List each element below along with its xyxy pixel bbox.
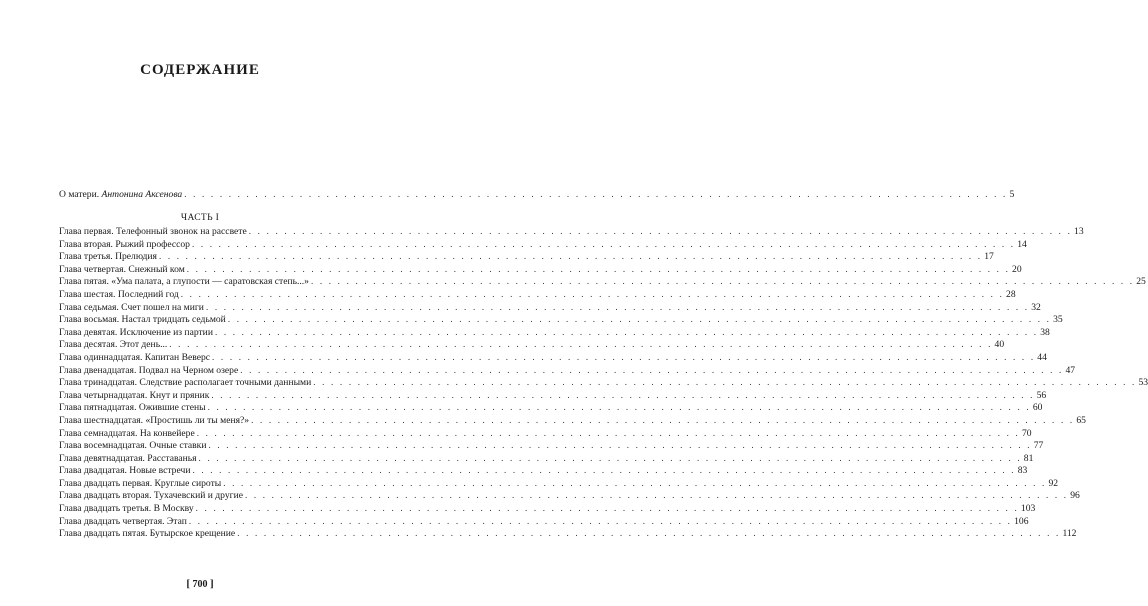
folio-bracket-right: ]: [210, 578, 214, 590]
dot-leader: . . . . . . . . . . . . . . . . . . . . . . . . . . . . . . . . . . . . . . . . . . . . . . . . . . . . . . . . . . . . . . . . . . . . . . . . . . . . . . . . . . . . . . . . . . . . .: [310, 276, 1135, 287]
chapter-title: Глава девятая. Исключение из партии: [59, 326, 213, 338]
chapter-title: Глава десятая. Этот день...: [59, 339, 168, 351]
toc-row[interactable]: [59, 301, 1041, 314]
dot-leader: . . . . . . . . . . . . . . . . . . . . . . . . . . . . . . . . . . . . . . . . . . . . . . . . . . . . . . . . . . . . . . . . . . . . . . . . . . . . . . . . . . . . . . . . . . . . .: [237, 528, 1061, 539]
dot-leader: . . . . . . . . . . . . . . . . . . . . . . . . . . . . . . . . . . . . . . . . . . . . . . . . . . . . . . . . . . . . . . . . . . . . . . . . . . . . . . . . . . . . . . . . . . . . .: [240, 364, 1064, 375]
toc-row[interactable]: [59, 489, 1080, 502]
preface-entry[interactable]: [59, 188, 1015, 201]
dot-leader: . . . . . . . . . . . . . . . . . . . . . . . . . . . . . . . . . . . . . . . . . . . . . . . . . . . . . . . . . . . . . . . . . . . . . . . . . . . . . . . . . . . . . . . . . . . . .: [313, 377, 1137, 388]
page-number: 13: [1074, 226, 1084, 237]
dot-leader: . . . . . . . . . . . . . . . . . . . . . . . . . . . . . . . . . . . . . . . . . . . . . . . . . . . . . . . . . . . . . . . . . . . . . . . . . . . . . . . . . . . . . . . . . . . . .: [169, 339, 993, 350]
dot-leader: . . . . . . . . . . . . . . . . . . . . . . . . . . . . . . . . . . . . . . . . . . . . . . . . . . . . . . . . . . . . . . . . . . . . . . . . . . . . . . . . . . . . . . . . . . . . .: [180, 288, 1005, 299]
chapter-title: Глава двадцать четвертая. Этап: [59, 515, 187, 527]
chapter-title: Глава девятнадцатая. Расставанья: [59, 452, 197, 464]
chapter-title: Глава двадцать третья. В Москву: [59, 503, 194, 515]
page-number: 96: [1070, 490, 1080, 502]
page-number: 92: [1048, 477, 1059, 489]
chapter-title: Глава вторая. Рыжий профессор: [59, 238, 190, 250]
chapter-title: Глава первая. Телефонный звонок на рассвете: [59, 226, 247, 237]
dot-leader: . . . . . . . . . . . . . . . . . . . . . . . . . . . . . . . . . . . . . . . . . . . . . . . . . . . . . . . . . . . . . . . . . . . . . . . . . . . . . . . . . . . . . . . . . . . . .: [188, 515, 1013, 526]
dot-leader: . . . . . . . . . . . . . . . . . . . . . . . . . . . . . . . . . . . . . . . . . . . . . . . . . . . . . . . . . . . . . . . . . . . . . . . . . . . . . . . . . . . . . . . . . . . . .: [195, 503, 1019, 514]
toc-row[interactable]: [59, 338, 1005, 351]
toc-row[interactable]: [59, 351, 1047, 364]
dot-leader: . . . . . . . . . . . . . . . . . . . . . . . . . . . . . . . . . . . . . . . . . . . . . . . . . . . . . . . . . . . . . . . . . . . . . . . . . . . . . . . . . . . . . . . . . . . . .: [208, 440, 1032, 451]
page-number: 17: [984, 251, 994, 263]
toc-row[interactable]: [59, 427, 1032, 440]
chapter-title: Глава восемнадцатая. Очные ставки: [59, 440, 207, 452]
page-number: 25: [1136, 276, 1146, 288]
chapter-title: Глава одиннадцатая. Капитан Веверс: [59, 351, 211, 363]
part-heading: ЧАСТЬ I: [180, 212, 220, 223]
dot-leader: . . . . . . . . . . . . . . . . . . . . . . . . . . . . . . . . . . . . . . . . . . . . . . . . . . . . . . . . . . . . . . . . . . . . . . . . . . . . . . . . . . . . . . . . . . . . .: [251, 414, 1075, 425]
chapter-title: Глава седьмая. Счет пошел на миги: [59, 301, 204, 313]
chapter-title: Глава двадцать первая. Круглые сироты: [59, 477, 222, 489]
dot-leader: . . . . . . . . . . . . . . . . . . . . . . . . . . . . . . . . . . . . . . . . . . . . . . . . . . . . . . . . . . . . . . . . . . . . . . . . . . . . . . . . . . . . . . . . . . . . .: [214, 326, 1039, 337]
toc-row[interactable]: [59, 225, 1084, 238]
toc-row[interactable]: [59, 401, 1043, 414]
page-number: 44: [1037, 351, 1047, 363]
chapter-list: [59, 225, 1148, 540]
chapter-title: Глава двенадцатая. Подвал на Черном озере: [59, 364, 239, 376]
page-number: 106: [1014, 515, 1029, 527]
folio-number: 700: [192, 579, 208, 590]
toc-row[interactable]: [59, 464, 1028, 477]
chapter-title: Глава шестнадцатая. «Простишь ли ты меня?»: [59, 414, 250, 426]
chapter-title: Глава восьмая. Настал тридцать седьмой: [59, 314, 226, 326]
toc-row[interactable]: [59, 414, 1086, 427]
preface-title: [59, 189, 184, 202]
toc-row[interactable]: [59, 275, 1146, 288]
toc-row[interactable]: [59, 288, 1016, 301]
toc-row[interactable]: [59, 477, 1059, 490]
page-number: 38: [1040, 326, 1050, 338]
dot-leader: . . . . . . . . . . . . . . . . . . . . . . . . . . . . . . . . . . . . . . . . . . . . . . . . . . . . . . . . . . . . . . . . . . . . . . . . . . . . . . . . . . . . . . . . . . . . .: [207, 402, 1031, 413]
toc-row[interactable]: [59, 263, 1022, 276]
page-number: 60: [1032, 402, 1043, 414]
page-number: 65: [1076, 414, 1086, 426]
chapter-title: Глава двадцатая. Новые встречи: [59, 465, 191, 477]
page-number: 35: [1053, 314, 1063, 326]
dot-leader: . . . . . . . . . . . . . . . . . . . . . . . . . . . . . . . . . . . . . . . . . . . . . . . . . . . . . . . . . . . . . . . . . . . . . . . . . . . . . . . . . . . . . . . . . . . . .: [198, 452, 1022, 463]
dot-leader: . . . . . . . . . . . . . . . . . . . . . . . . . . . . . . . . . . . . . . . . . . . . . . . . . . . . . . . . . . . . . . . . . . . . . . . . . . . . . . . . . . . . . . . . . . . . .: [227, 314, 1052, 325]
toc-row[interactable]: [59, 502, 1036, 515]
page-number: 112: [1062, 528, 1077, 540]
page-number: 5: [1009, 189, 1015, 200]
dot-leader: . . . . . . . . . . . . . . . . . . . . . . . . . . . . . . . . . . . . . . . . . . . . . . . . . . . . . . . . . . . . . . . . . . . . . . . . . . . . . . . . . . . . . . . . . . . . .: [211, 389, 1035, 400]
toc-row[interactable]: [59, 527, 1077, 540]
dot-leader: . . . . . . . . . . . . . . . . . . . . . . . . . . . . . . . . . . . . . . . . . . . . . . . . . . . . . . . . . . . . . . . . . . . . . . . . . . . . . . . . . . . . . . . . . . . . .: [184, 189, 1008, 199]
toc-row[interactable]: [59, 389, 1047, 402]
page-number: 83: [1017, 465, 1028, 477]
toc-row[interactable]: [59, 364, 1076, 377]
page-title: СОДЕРЖАНИЕ: [140, 62, 260, 78]
toc-row[interactable]: [59, 250, 994, 263]
page-number: 81: [1023, 452, 1034, 464]
chapter-title: Глава пятнадцатая. Ожившие стены: [59, 402, 206, 414]
chapter-title: Глава двадцать пятая. Бутырское крещение: [59, 528, 236, 540]
page-number: 32: [1031, 301, 1041, 313]
page-number: 20: [1012, 263, 1022, 275]
toc-row[interactable]: [59, 515, 1029, 528]
toc-row[interactable]: [59, 452, 1034, 465]
preface-label: О матери.: [59, 189, 100, 200]
preface-author: Антонина Аксенова: [101, 189, 183, 200]
page-number: 14: [1017, 238, 1027, 250]
toc-row[interactable]: [59, 188, 1015, 201]
page-number: 77: [1033, 440, 1044, 452]
chapter-title: Глава тринадцатая. Следствие располагает точными данными: [59, 377, 312, 389]
chapter-title: Глава двадцать вторая. Тухачевский и другие: [59, 490, 243, 502]
chapter-title: Глава семнадцатая. На конвейере: [59, 427, 195, 439]
dot-leader: . . . . . . . . . . . . . . . . . . . . . . . . . . . . . . . . . . . . . . . . . . . . . . . . . . . . . . . . . . . . . . . . . . . . . . . . . . . . . . . . . . . . . . . . . . . . .: [158, 251, 983, 262]
page-number: 40: [994, 339, 1005, 351]
dot-leader: . . . . . . . . . . . . . . . . . . . . . . . . . . . . . . . . . . . . . . . . . . . . . . . . . . . . . . . . . . . . . . . . . . . . . . . . . . . . . . . . . . . . . . . . . . . . .: [212, 351, 1036, 362]
dot-leader: . . . . . . . . . . . . . . . . . . . . . . . . . . . . . . . . . . . . . . . . . . . . . . . . . . . . . . . . . . . . . . . . . . . . . . . . . . . . . . . . . . . . . . . . . . . . .: [205, 301, 1030, 312]
toc-row[interactable]: [59, 326, 1050, 339]
dot-leader: . . . . . . . . . . . . . . . . . . . . . . . . . . . . . . . . . . . . . . . . . . . . . . . . . . . . . . . . . . . . . . . . . . . . . . . . . . . . . . . . . . . . . . . . . . . . .: [186, 263, 1011, 274]
dot-leader: . . . . . . . . . . . . . . . . . . . . . . . . . . . . . . . . . . . . . . . . . . . . . . . . . . . . . . . . . . . . . . . . . . . . . . . . . . . . . . . . . . . . . . . . . . . . .: [223, 477, 1047, 488]
page-number: 53: [1138, 377, 1148, 389]
dot-leader: . . . . . . . . . . . . . . . . . . . . . . . . . . . . . . . . . . . . . . . . . . . . . . . . . . . . . . . . . . . . . . . . . . . . . . . . . . . . . . . . . . . . . . . . . . . . .: [244, 490, 1069, 501]
folio-bracket-left: [: [186, 578, 190, 590]
toc-row[interactable]: [59, 376, 1148, 389]
page-number: 103: [1020, 503, 1036, 515]
chapter-title: Глава четырнадцатая. Кнут и пряник: [59, 389, 210, 401]
chapter-title: Глава третья. Прелюдия: [59, 251, 157, 263]
toc-row[interactable]: [59, 313, 1063, 326]
page-number: 70: [1021, 427, 1032, 439]
dot-leader: . . . . . . . . . . . . . . . . . . . . . . . . . . . . . . . . . . . . . . . . . . . . . . . . . . . . . . . . . . . . . . . . . . . . . . . . . . . . . . . . . . . . . . . . . . . . .: [248, 226, 1073, 236]
chapter-title: Глава шестая. Последний год: [59, 288, 179, 300]
chapter-title: Глава четвертая. Снежный ком: [59, 263, 185, 275]
chapter-title: Глава пятая. «Ума палата, а глупости — саратовская степь...»: [59, 276, 309, 288]
folio: [0, 578, 400, 590]
toc-row[interactable]: [59, 238, 1027, 251]
page-number: 28: [1006, 288, 1016, 300]
dot-leader: . . . . . . . . . . . . . . . . . . . . . . . . . . . . . . . . . . . . . . . . . . . . . . . . . . . . . . . . . . . . . . . . . . . . . . . . . . . . . . . . . . . . . . . . . . . . .: [191, 238, 1016, 249]
page-number: 47: [1065, 364, 1076, 376]
dot-leader: . . . . . . . . . . . . . . . . . . . . . . . . . . . . . . . . . . . . . . . . . . . . . . . . . . . . . . . . . . . . . . . . . . . . . . . . . . . . . . . . . . . . . . . . . . . . .: [192, 465, 1016, 476]
toc-row[interactable]: [59, 439, 1044, 452]
page-number: 56: [1036, 389, 1047, 401]
dot-leader: . . . . . . . . . . . . . . . . . . . . . . . . . . . . . . . . . . . . . . . . . . . . . . . . . . . . . . . . . . . . . . . . . . . . . . . . . . . . . . . . . . . . . . . . . . . . .: [196, 427, 1020, 438]
